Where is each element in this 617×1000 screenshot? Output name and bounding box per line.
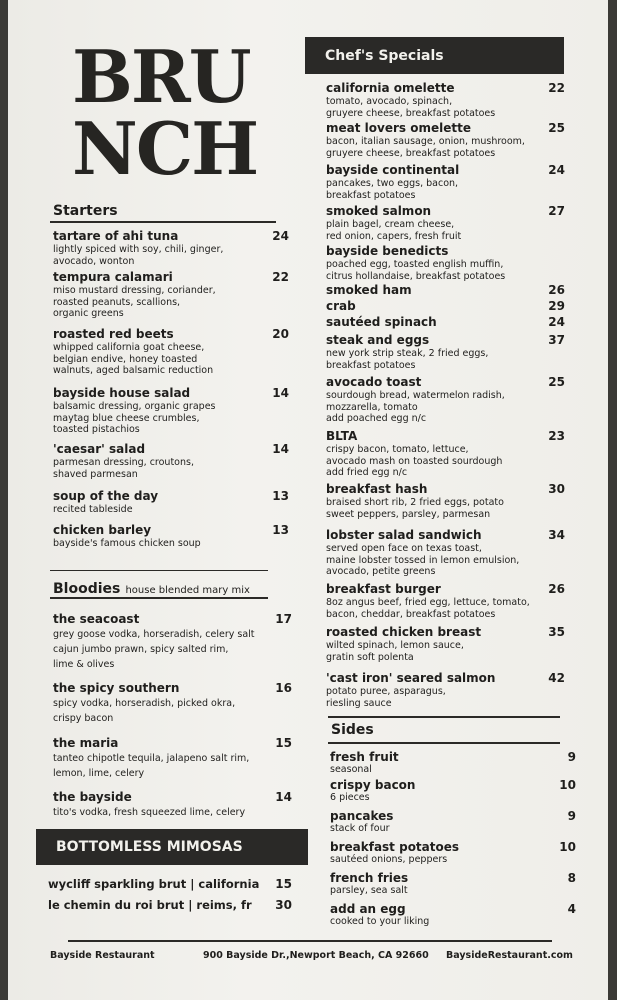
menu-item-name: the seacoast [53, 612, 140, 626]
menu-item [330, 871, 408, 896]
menu-item-price: 42 [548, 671, 565, 685]
menu-item-description: crispy bacon, tomato, lettuce, [326, 444, 469, 455]
menu-item-description: gruyere cheese, breakfast potatoes [326, 107, 496, 119]
menu-item-price: 16 [275, 681, 292, 695]
menu-item-description: crispy bacon [53, 713, 114, 724]
menu-item-description: mozzarella, tomato [326, 401, 418, 413]
bloodies-header [53, 578, 250, 597]
menu-item-name: fresh fruit [330, 750, 399, 764]
menu-item-name: breakfast burger [326, 582, 441, 596]
specials-heading: Chef's Specials [305, 37, 564, 74]
menu-item [53, 489, 158, 516]
menu-item-price: 15 [275, 877, 292, 891]
menu-item-name: roasted red beets [53, 327, 174, 341]
menu-item-description: tito's vodka, fresh squeezed lime, celery [53, 807, 246, 818]
menu-item [53, 523, 201, 550]
menu-item-description: sourdough bread, watermelon radish, [326, 390, 505, 401]
menu-item [326, 671, 495, 709]
menu-item-description: 8oz angus beef, fried egg, lettuce, tomato, [326, 597, 530, 608]
menu-item-price: 34 [548, 528, 565, 542]
menu-item-description: lightly spiced with soy, chili, ginger, [53, 244, 224, 255]
menu-item-description: served open face on texas toast, [326, 543, 482, 554]
menu-item-description: breakfast potatoes [326, 359, 416, 371]
menu-item-description: walnuts, aged balsamic reduction [53, 365, 214, 376]
menu-item-price: 14 [275, 790, 292, 804]
menu-item-description: new york strip steak, 2 fried eggs, [326, 348, 489, 359]
menu-item-price: 24 [548, 163, 565, 177]
menu-item-price: 27 [548, 204, 565, 218]
menu-item-name: lobster salad sandwich [326, 528, 482, 542]
menu-item-description: whipped california goat cheese, [53, 342, 205, 353]
menu-item [326, 528, 519, 578]
menu-item [326, 163, 459, 201]
menu-item [53, 736, 249, 781]
menu-item-name: the bayside [53, 790, 132, 804]
menu-item-name: the maria [53, 736, 119, 750]
menu-item-description: toasted pistachios [53, 424, 140, 435]
menu-item-description: pancakes, two eggs, bacon, [326, 178, 459, 189]
menu-item-price: 8 [567, 871, 576, 885]
menu-item [330, 902, 429, 927]
bloodies-heading: Bloodies [53, 581, 121, 597]
menu-item [326, 299, 356, 314]
menu-item-description: red onion, capers, fresh fruit [326, 230, 462, 242]
menu-item-description: wilted spinach, lemon sauce, [326, 640, 464, 651]
menu-item-name: chicken barley [53, 523, 152, 537]
menu-item-name: le chemin du roi brut | reims, fr [48, 898, 252, 912]
footer-address: 900 Bayside Dr.,Newport Beach, CA 92660 [203, 950, 429, 961]
menu-item-description: potato puree, asparagus, [326, 686, 446, 697]
menu-item-name: wycliff sparkling brut | california [48, 877, 260, 891]
menu-item-price: 13 [272, 523, 289, 537]
menu-item [330, 750, 399, 775]
menu-item [326, 204, 461, 242]
menu-item [326, 315, 437, 330]
menu-item-price: 10 [559, 840, 576, 854]
menu-item-description: miso mustard dressing, coriander, [53, 285, 216, 296]
menu-item-name: add an egg [330, 902, 406, 916]
menu-item-name: smoked ham [326, 283, 412, 297]
menu-item-price: 25 [548, 375, 565, 389]
menu-item-description: maine lobster tossed in lemon emulsion, [326, 554, 520, 566]
menu-title-line2: NCH [72, 106, 258, 191]
menu-item [53, 681, 235, 726]
menu-item-description: citrus hollandaise, breakfast potatoes [326, 270, 506, 282]
footer-rule [68, 940, 552, 942]
menu-item [326, 375, 505, 425]
menu-item-description: recited tableside [53, 504, 133, 515]
menu-item-name: pancakes [330, 809, 394, 823]
menu-item-name: 'caesar' salad [53, 442, 146, 456]
bloodies-top-rule [50, 570, 268, 571]
footer-website: BaysideRestaurant.com [446, 950, 573, 961]
menu-item-description: 6 pieces [330, 792, 370, 803]
menu-item-description: parmesan dressing, croutons, [53, 457, 194, 468]
menu-item [326, 482, 504, 520]
menu-item-price: 14 [272, 386, 289, 400]
menu-item [48, 877, 259, 892]
menu-item [330, 778, 415, 803]
menu-item [326, 244, 505, 282]
menu-item-name: avocado toast [326, 375, 422, 389]
menu-item-description: poached egg, toasted english muffin, [326, 259, 504, 270]
menu-item-name: BLTA [326, 429, 358, 443]
menu-item-description: add poached egg n/c [326, 413, 427, 424]
menu-item-description: bayside's famous chicken soup [53, 538, 201, 549]
menu-item [53, 327, 213, 377]
bloodies-subheading: house blended mary mix [125, 585, 250, 596]
menu-item-description: tanteo chipotle tequila, jalapeno salt rim, [53, 753, 250, 764]
menu-item [326, 283, 412, 298]
menu-item [53, 386, 216, 436]
menu-item-description: add fried egg n/c [326, 467, 408, 478]
menu-item-price: 22 [272, 270, 289, 284]
menu-item-price: 14 [272, 442, 289, 456]
menu-item-description: shaved parmesan [53, 468, 138, 480]
menu-item-description: spicy vodka, horseradish, picked okra, [53, 698, 236, 709]
menu-item-description: lime & olives [53, 659, 115, 670]
menu-item-description: bacon, italian sausage, onion, mushroom, [326, 136, 525, 147]
sides-rule [328, 742, 560, 744]
menu-item-price: 13 [272, 489, 289, 503]
menu-item-price: 20 [272, 327, 289, 341]
menu-item [53, 790, 245, 820]
menu-item-description: seasonal [330, 764, 372, 775]
menu-item-name: sautéed spinach [326, 315, 437, 329]
starters-rule [50, 221, 276, 223]
bloodies-rule [50, 597, 268, 599]
menu-item [326, 582, 530, 620]
menu-item-description: lemon, lime, celery [53, 768, 145, 779]
menu-item-price: 30 [275, 898, 292, 912]
menu-item-price: 15 [275, 736, 292, 750]
menu-item-price: 9 [567, 750, 576, 764]
menu-item [326, 429, 502, 479]
menu-item-description: sweet peppers, parsley, parmesan [326, 508, 491, 520]
menu-item [326, 333, 488, 371]
menu-item-price: 37 [548, 333, 565, 347]
menu-item-description: avocado mash on toasted sourdough [326, 455, 503, 467]
menu-item-name: bayside house salad [53, 386, 191, 400]
menu-item-name: bayside benedicts [326, 244, 449, 258]
menu-item-description: breakfast potatoes [326, 189, 416, 201]
menu-item [326, 121, 525, 159]
menu-item-description: plain bagel, cream cheese, [326, 219, 455, 230]
menu-item-description: bacon, cheddar, breakfast potatoes [326, 608, 496, 620]
menu-item-description: sautéed onions, peppers [330, 854, 448, 865]
menu-item [53, 229, 223, 267]
menu-item-name: smoked salmon [326, 204, 432, 218]
menu-item-name: breakfast hash [326, 482, 428, 496]
menu-item [326, 81, 495, 119]
menu-item [53, 270, 216, 320]
menu-item-description: organic greens [53, 308, 124, 319]
menu-item-description: stack of four [330, 823, 390, 834]
menu-item-description: gratin soft polenta [326, 651, 414, 663]
menu-item-price: 30 [548, 482, 565, 496]
menu-item-name: french fries [330, 871, 409, 885]
menu-item [330, 840, 459, 865]
menu-item-price: 17 [275, 612, 292, 626]
menu-item-name: meat lovers omelette [326, 121, 471, 135]
menu-item [53, 442, 194, 480]
menu-item-name: the spicy southern [53, 681, 180, 695]
menu-item-description: grey goose vodka, horseradish, celery salt [53, 629, 255, 640]
menu-item-price: 22 [548, 81, 565, 95]
menu-item-description: cooked to your liking [330, 916, 430, 927]
menu-item-description: parsley, sea salt [330, 885, 408, 896]
menu-item-description: braised short rib, 2 fried eggs, potato [326, 497, 504, 508]
starters-heading: Starters [53, 203, 118, 219]
menu-item-name: california omelette [326, 81, 455, 95]
menu-item-price: 23 [548, 429, 565, 443]
menu-item-price: 9 [567, 809, 576, 823]
menu-item-description: avocado, wonton [53, 255, 135, 267]
menu-item-name: breakfast potatoes [330, 840, 460, 854]
sides-top-rule [328, 716, 560, 718]
menu-title-line1: BRU [72, 34, 250, 119]
menu-item-description: tomato, avocado, spinach, [326, 96, 453, 107]
menu-item-name: crab [326, 299, 356, 313]
menu-item-price: 4 [567, 902, 576, 916]
footer-restaurant-name: Bayside Restaurant [50, 950, 155, 961]
menu-item-description: maytag blue cheese crumbles, [53, 412, 200, 424]
menu-item-name: bayside continental [326, 163, 460, 177]
menu-item-name: soup of the day [53, 489, 159, 503]
menu-item-price: 26 [548, 283, 565, 297]
menu-item-description: avocado, petite greens [326, 566, 436, 577]
menu-item-price: 29 [548, 299, 565, 313]
menu-item-name: tempura calamari [53, 270, 173, 284]
menu-item-name: crispy bacon [330, 778, 416, 792]
sides-heading: Sides [331, 722, 374, 738]
menu-item-description: roasted peanuts, scallions, [53, 296, 181, 308]
menu-item [326, 625, 481, 663]
menu-item-description: belgian endive, honey toasted [53, 353, 198, 365]
menu-item-price: 35 [548, 625, 565, 639]
menu-item-name: tartare of ahi tuna [53, 229, 179, 243]
menu-item-description: balsamic dressing, organic grapes [53, 401, 216, 412]
menu-item-description: cajun jumbo prawn, spicy salted rim, [53, 644, 229, 655]
menu-item-description: gruyere cheese, breakfast potatoes [326, 147, 496, 159]
menu-item-price: 24 [548, 315, 565, 329]
menu-item [53, 612, 255, 672]
menu-item [330, 809, 393, 834]
menu-item-price: 10 [559, 778, 576, 792]
menu-item-name: 'cast iron' seared salmon [326, 671, 496, 685]
menu-item [48, 898, 252, 913]
menu-item-price: 25 [548, 121, 565, 135]
menu-item-name: steak and eggs [326, 333, 430, 347]
menu-item-name: roasted chicken breast [326, 625, 482, 639]
menu-item-price: 24 [272, 229, 289, 243]
menu-item-description: riesling sauce [326, 697, 392, 709]
menu-item-price: 26 [548, 582, 565, 596]
mimosas-heading: BOTTOMLESS MIMOSAS [36, 829, 308, 865]
